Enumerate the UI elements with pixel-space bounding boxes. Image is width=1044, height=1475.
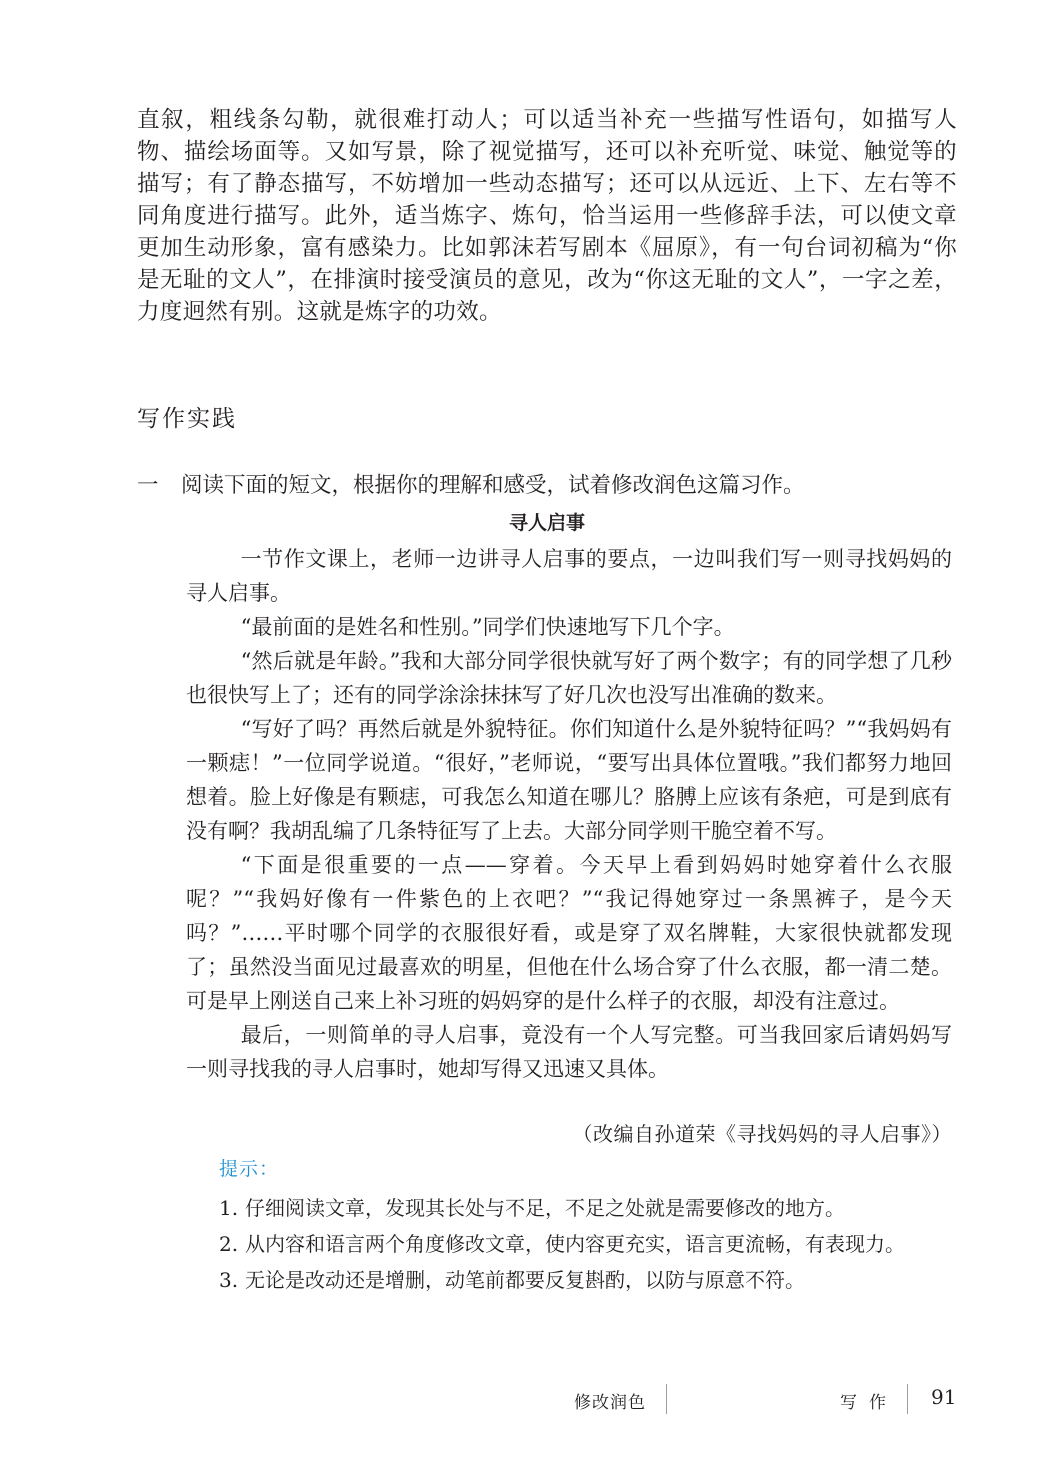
essay-body bbox=[186, 542, 952, 1086]
essay-paragraph: “最前面的是姓名和性别。”同学们快速地写下几个字。 bbox=[240, 615, 735, 639]
footer-divider bbox=[666, 1384, 667, 1414]
task-text: 阅读下面的短文，根据你的理解和感受，试着修改润色这篇习作。 bbox=[181, 473, 805, 498]
tip-number: 3. bbox=[219, 1268, 239, 1292]
tip-text: 仔细阅读文章，发现其长处与不足，不足之处就是需要修改的地方。 bbox=[245, 1196, 845, 1220]
essay-source: （改编自孙道荣《寻找妈妈的寻人启事》） bbox=[572, 1122, 952, 1146]
tip-number: 1. bbox=[219, 1196, 239, 1220]
tip-item bbox=[219, 1226, 959, 1262]
intro-paragraph: 直叙，粗线条勾勒，就很难打动人；可以适当补充一些描写性语句，如描写人物、描绘场面等。又如写景，除了视觉描写，还可以补充听觉、味觉、触觉等的描写；有了静态描写，不妨增加一些动态描写；还可以从远近、上下、左右等不同角度进行描写。此外，适当炼字、炼句，恰当运用一些修辞手法，可以使文章更加生动形象，富有感染力。比如郭沫若写剧本《屈原》，有一句台词初稿为“你是无耻的文人”，在排演时接受演员的意见，改为“你这无耻的文人”，一字之差，力度迥然有别。这就是炼字的功效。 bbox=[137, 107, 957, 325]
essay-paragraph: “然后就是年龄。”我和大部分同学很快就写好了两个数字；有的同学想了几秒也很快写上了；还有的同学涂涂抹抹写了好几次也没写出准确的数来。 bbox=[186, 649, 952, 707]
essay-title: 寻人启事 bbox=[508, 512, 585, 534]
page-footer bbox=[0, 1382, 1044, 1422]
essay-paragraph: “下面是很重要的一点——穿着。今天早上看到妈妈时她穿着什么衣服呢？”“我妈好像有一件紫色的上衣吧？”“我记得她穿过一条黑裤子，是今天吗？”……平时哪个同学的衣服很好看，或是穿了双名牌鞋，大家很快就都发现了；虽然没当面见过最喜欢的明星，但他在什么场合穿了什么衣服，都一清二楚。可是早上刚送自己来上补习班的妈妈穿的是什么样子的衣服，却没有注意过。 bbox=[186, 853, 952, 1013]
essay-paragraph: 一节作文课上，老师一边讲寻人启事的要点，一边叫我们写一则寻找妈妈的寻人启事。 bbox=[186, 547, 952, 605]
essay-paragraph: “写好了吗？再然后就是外貌特征。你们知道什么是外貌特征吗？”“我妈妈有一颗痣！”一位同学说道。“很好，”老师说，“要写出具体位置哦。”我们都努力地回想着。脸上好像是有颗痣，可我怎么知道在哪儿？胳膊上应该有条疤，可是到底有没有啊？我胡乱编了几条特征写了上去。大部分同学则干脆空着不写。 bbox=[186, 717, 952, 843]
tip-item bbox=[219, 1190, 959, 1226]
tips-list bbox=[219, 1190, 959, 1298]
intro-text bbox=[137, 104, 957, 328]
footer-chapter: 修改润色 bbox=[574, 1393, 646, 1413]
tip-text: 从内容和语言两个角度修改文章，使内容更充实，语言更流畅，有表现力。 bbox=[245, 1232, 905, 1256]
section-title: 写作实践 bbox=[137, 406, 237, 432]
tips-label: 提示： bbox=[219, 1158, 280, 1180]
tip-item bbox=[219, 1262, 959, 1298]
page-number: 91 bbox=[931, 1385, 957, 1409]
essay-paragraph: 最后，一则简单的寻人启事，竟没有一个人写完整。可当我回家后请妈妈写一则寻找我的寻人启事时，她却写得又迅速又具体。 bbox=[186, 1023, 952, 1081]
footer-divider bbox=[907, 1384, 908, 1414]
footer-unit: 写作 bbox=[840, 1393, 898, 1413]
tip-text: 无论是改动还是增删，动笔前都要反复斟酌，以防与原意不符。 bbox=[245, 1268, 805, 1292]
tip-number: 2. bbox=[219, 1232, 239, 1256]
task-number: 一 bbox=[137, 473, 159, 498]
